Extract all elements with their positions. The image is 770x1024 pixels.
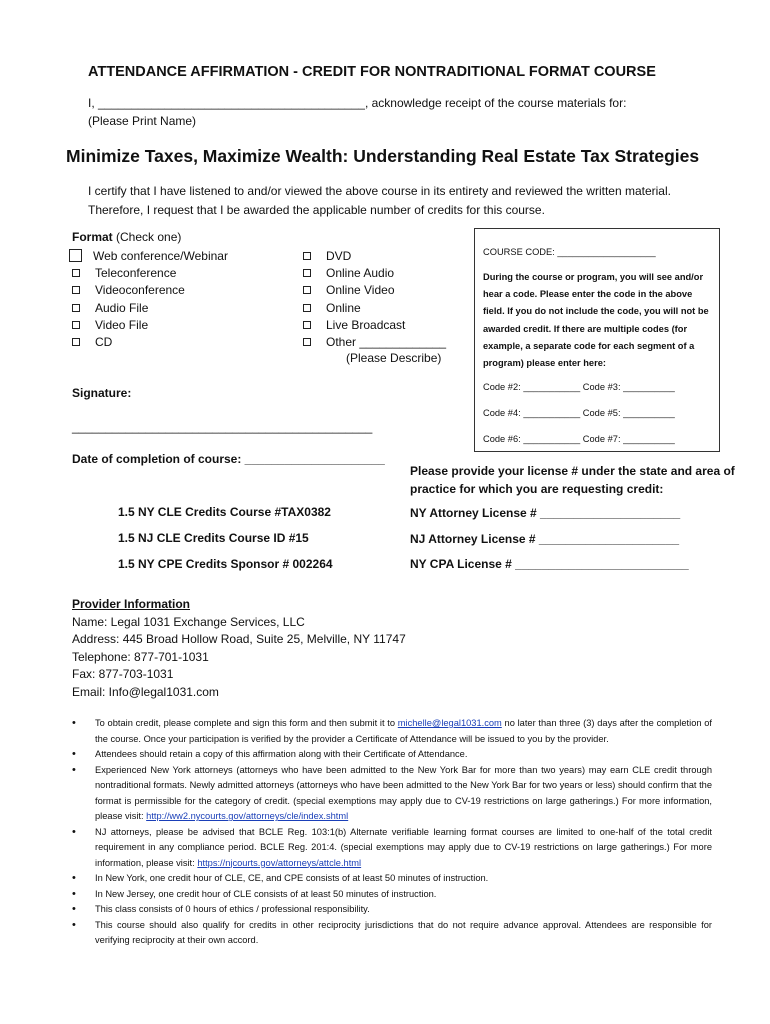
course-code-box xyxy=(474,228,720,452)
completion-date-field[interactable]: Date of completion of course: _____________________ xyxy=(72,452,385,466)
list-item: • To obtain credit, please complete and sign this form and then submit it to michelle@legal1031.com no later than three (3) days after the completion of the course. Once your participation is verified by the provider a Certificate of Attendance will be issued to you by the provider. xyxy=(72,716,712,747)
list-item: • In New Jersey, one credit hour of CLE consists of at least 50 minutes of instruction. xyxy=(72,887,712,903)
format-option[interactable]: Web conference/Webinar xyxy=(69,247,228,264)
credit-course: 1.5 NJ CLE Credits Course ID #15 xyxy=(118,531,309,545)
checkbox-icon[interactable] xyxy=(303,269,311,277)
code-row xyxy=(483,434,711,460)
signature-line[interactable]: _____________________________________________ xyxy=(72,420,373,434)
code-field[interactable]: Code #3: __________ xyxy=(582,382,675,393)
list-item: • Attendees should retain a copy of this affirmation along with their Certificate of Attendance. xyxy=(72,747,712,763)
license-field[interactable]: NJ Attorney License # _____________________ xyxy=(410,532,680,546)
code-field[interactable]: Code #7: __________ xyxy=(582,434,675,445)
list-item: • NJ attorneys, please be advised that BCLE Reg. 103:1(b) Alternate verifiable learning format courses are limited to one-half of the total credit requirement in any compliance period. BCLE Reg. 201:4. (special exemptions may apply due to CV-19 restrictions on large gatherings.) For more information, please visit: https://njcourts.gov/attorneys/attcle.html xyxy=(72,825,712,872)
format-option[interactable]: CD xyxy=(69,333,228,350)
format-option[interactable]: Audio File xyxy=(69,299,228,316)
format-option[interactable]: Online Video xyxy=(300,282,446,299)
checkbox-icon[interactable] xyxy=(303,286,311,294)
credit-course: 1.5 NY CLE Credits Course #TAX0382 xyxy=(118,505,331,519)
nj-courts-link[interactable]: https://njcourts.gov/attorneys/attcle.html xyxy=(197,857,362,868)
checkbox-icon[interactable] xyxy=(303,338,311,346)
checkbox-icon[interactable] xyxy=(72,286,80,294)
license-prompt: Please provide your license # under the state and area of practice for which you are requesting credit: xyxy=(410,464,735,496)
license-field[interactable]: NY Attorney License # _____________________ xyxy=(410,506,681,520)
provider-name: Name: Legal 1031 Exchange Services, LLC xyxy=(72,614,305,629)
provider-heading: Provider Information xyxy=(72,597,191,611)
instructions-list xyxy=(72,716,712,949)
credit-course: 1.5 NY CPE Credits Sponsor # 002264 xyxy=(118,557,333,571)
format-option[interactable]: Online xyxy=(300,299,446,316)
checkbox-icon[interactable] xyxy=(69,249,82,262)
acknowledge-line[interactable]: I, ________________________________________, acknowledge receipt of the course materials for: xyxy=(88,96,627,110)
certify-statement: I certify that I have listened to and/or viewed the above course in its entirety and reviewed the written material. Therefore, I request that I be awarded the applicable number of credits for this course. xyxy=(88,184,671,217)
checkbox-icon[interactable] xyxy=(72,304,80,312)
describe-hint: (Please Describe) xyxy=(346,351,442,365)
provider-info xyxy=(72,596,406,701)
code-field[interactable]: Code #5: __________ xyxy=(582,408,675,419)
checkbox-icon[interactable] xyxy=(303,304,311,312)
checkbox-icon[interactable] xyxy=(72,269,80,277)
list-item: • This course should also qualify for credits in other reciprocity jurisdictions that do not require advance approval. Attendees are responsible for verifying reciprocity at their own accord. xyxy=(72,918,712,949)
checkbox-icon[interactable] xyxy=(303,321,311,329)
code-field[interactable]: Code #6: ___________ xyxy=(483,434,581,445)
format-heading xyxy=(72,230,181,244)
ny-courts-link[interactable]: http://ww2.nycourts.gov/attorneys/cle/index.shtml xyxy=(146,811,349,821)
code-field[interactable]: Code #2: ___________ xyxy=(483,382,581,393)
code-row xyxy=(483,382,711,408)
print-name-hint: (Please Print Name) xyxy=(88,114,197,128)
format-option[interactable]: DVD xyxy=(300,247,446,264)
checkbox-icon[interactable] xyxy=(303,252,311,260)
checkbox-icon[interactable] xyxy=(72,321,80,329)
provider-email: Email: Info@legal1031.com xyxy=(72,684,219,699)
format-option[interactable]: Online Audio xyxy=(300,264,446,281)
email-link[interactable]: michelle@legal1031.com xyxy=(397,718,502,728)
code-instructions: During the course or program, you will see and/or hear a code. Please enter the code in the above field. If you do not include the code, you will not be awarded credit. If there are multiple codes (for example, a separate code for each segment of a program) please enter here: xyxy=(483,272,709,369)
format-options-left xyxy=(69,247,228,351)
additional-codes xyxy=(483,382,711,460)
format-hint: (Check one) xyxy=(116,230,182,244)
format-option[interactable]: Video File xyxy=(69,316,228,333)
list-item: • This class consists of 0 hours of ethics / professional responsibility. xyxy=(72,902,712,918)
provider-telephone: Telephone: 877-701-1031 xyxy=(72,649,209,664)
license-field[interactable]: NY CPA License # __________________________ xyxy=(410,557,689,571)
format-option[interactable]: Teleconference xyxy=(69,264,228,281)
format-option[interactable]: Videoconference xyxy=(69,282,228,299)
format-option[interactable]: Other _____________ xyxy=(300,333,446,350)
course-code-field[interactable]: COURSE CODE: ___________________ xyxy=(483,247,656,257)
code-row xyxy=(483,408,711,434)
provider-fax: Fax: 877-703-1031 xyxy=(72,667,174,681)
signature-label: Signature: xyxy=(72,386,132,400)
checkbox-icon[interactable] xyxy=(72,338,80,346)
format-option[interactable]: Live Broadcast xyxy=(300,316,446,333)
provider-address: Address: 445 Broad Hollow Road, Suite 25, Melville, NY 11747 xyxy=(72,632,406,646)
list-item: • In New York, one credit hour of CLE, CE, and CPE consists of at least 50 minutes of instruction. xyxy=(72,871,712,887)
form-title: ATTENDANCE AFFIRMATION - CREDIT FOR NONTRADITIONAL FORMAT COURSE xyxy=(88,64,656,80)
course-title: Minimize Taxes, Maximize Wealth: Understanding Real Estate Tax Strategies xyxy=(66,146,700,166)
format-options-right xyxy=(300,247,446,351)
list-item: • Experienced New York attorneys (attorneys who have been admitted to the New York Bar for more than two years) may earn CLE credit through nontraditional formats. Newly admitted attorneys (attorneys who have been admitted to the New York Bar for two years or less) should confirm that the format is permissible for the category of credit. (special exemptions may apply due to CV-19 restrictions on large gatherings.) For more information, please visit: http://ww2.nycourts.gov/attorneys/cle/index.shtml xyxy=(72,763,712,825)
code-field[interactable]: Code #4: ___________ xyxy=(483,408,581,419)
format-label: Format xyxy=(72,230,113,244)
